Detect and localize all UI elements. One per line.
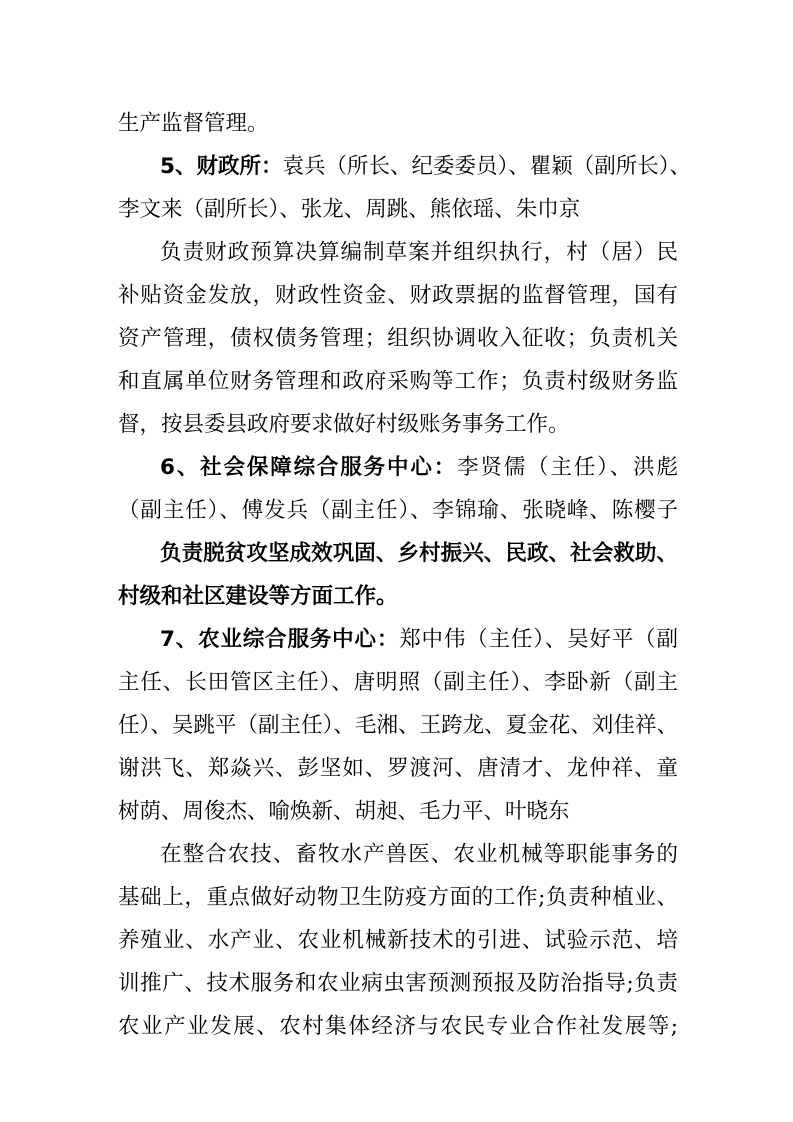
line-text: 李贤儒（主任）、洪彪 — [457, 455, 678, 480]
line-text: 李文来（副所长）、张龙、周跳、熊依瑶、朱巾京 — [118, 197, 581, 222]
bold-text-line — [160, 539, 678, 569]
text-line — [160, 238, 678, 268]
text-line — [118, 281, 678, 311]
text-line — [118, 711, 678, 741]
line-text: 树荫、周俊杰、喻焕新、胡昶、毛力平、叶晓东 — [118, 799, 570, 824]
text-line — [118, 324, 678, 354]
text-line — [118, 883, 678, 913]
text-line — [118, 195, 678, 225]
line-text: 训推广、技术服务和农业病虫害预测预报及防治指导;负责 — [118, 971, 678, 996]
line-text: 农业产业发展、农村集体经济与农民专业合作社发展等; — [118, 1014, 678, 1039]
line-text: 任）、吴跳平（副主任）、毛湘、王跨龙、夏金花、刘佳祥、 — [118, 713, 678, 738]
line-text: 村级和社区建设等方面工作。 — [118, 584, 398, 609]
text-line — [118, 367, 678, 397]
section-heading-finance — [160, 152, 691, 182]
line-text: 养殖业、水产业、农业机械新技术的引进、试验示范、培 — [118, 928, 678, 953]
line-text: 生产监督管理。 — [118, 111, 269, 136]
line-text: 负责脱贫攻坚成效巩固、乡村振兴、民政、社会救助、 — [160, 541, 678, 566]
line-text: （副主任）、傅发兵（副主任）、李锦瑜、张晓峰、陈樱子 — [118, 498, 678, 523]
line-text: 郑中伟（主任）、吴好平（副 — [399, 627, 678, 652]
text-line — [118, 926, 678, 956]
text-line — [160, 840, 678, 870]
line-text: 补贴资金发放，财政性资金、财政票据的监督管理，国有 — [118, 283, 678, 308]
section-heading-social-security — [160, 453, 678, 483]
text-line — [118, 668, 678, 698]
line-text: 谢洪飞、郑焱兴、彭坚如、罗渡河、唐清才、龙仲祥、童 — [118, 756, 678, 781]
text-line — [118, 496, 678, 526]
line-text: 和直属单位财务管理和政府采购等工作；负责村级财务监 — [118, 369, 678, 394]
text-line — [118, 1012, 678, 1042]
line-text: 在整合农技、畜牧水产兽医、农业机械等职能事务的 — [160, 842, 678, 867]
line-text: 负责财政预算决算编制草案并组织执行，村（居）民 — [160, 240, 678, 265]
section-title: 6、社会保障综合服务中心： — [160, 455, 458, 480]
text-line — [118, 410, 678, 440]
text-line — [118, 754, 678, 784]
text-line — [118, 969, 678, 999]
line-text: 袁兵（所长、纪委委员）、瞿颖（副所长）、 — [282, 154, 691, 179]
line-text: 督，按县委县政府要求做好村级账务事务工作。 — [118, 412, 570, 437]
bold-text-line — [118, 582, 678, 612]
line-text: 主任、长田管区主任）、唐明照（副主任）、李卧新（副主 — [118, 670, 678, 695]
line-text: 基础上，重点做好动物卫生防疫方面的工作;负责种植业、 — [118, 885, 678, 910]
section-title: 5、财政所： — [160, 154, 283, 179]
text-line — [118, 797, 678, 827]
section-title: 7、农业综合服务中心： — [160, 627, 400, 652]
text-line — [118, 109, 678, 139]
section-heading-agriculture — [160, 625, 678, 655]
line-text: 资产管理，债权债务管理；组织协调收入征收；负责机关 — [118, 326, 678, 351]
